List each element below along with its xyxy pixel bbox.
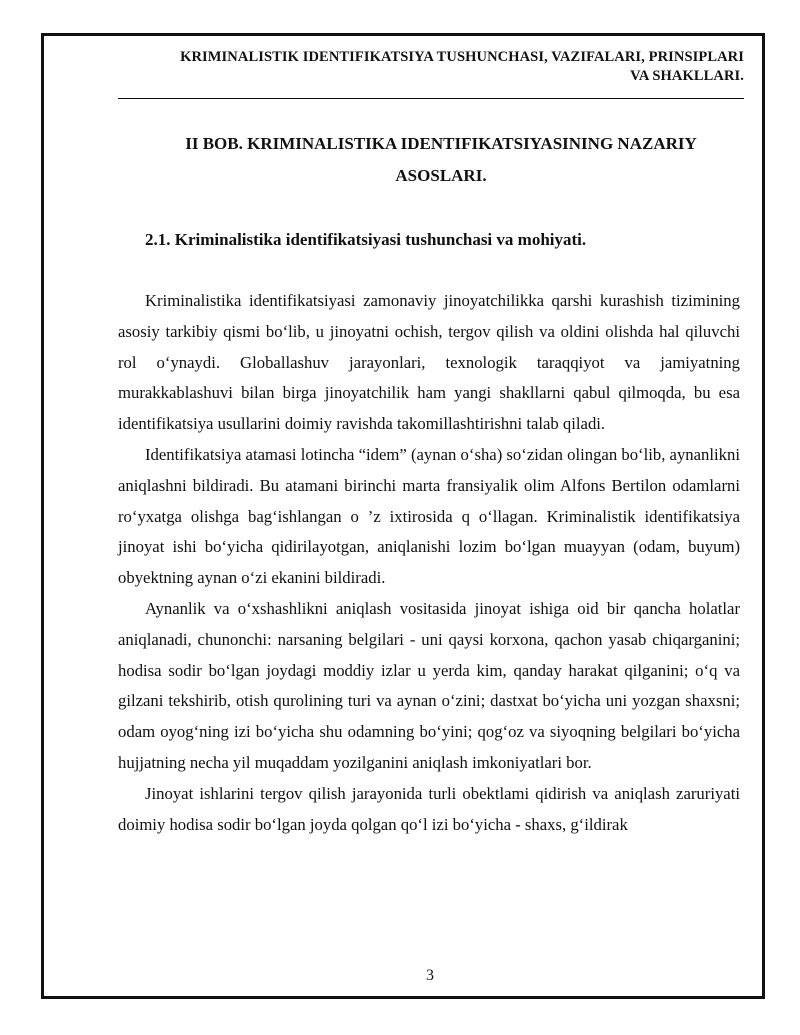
chapter-title-line-1: II BOB. KRIMINALISTIKA IDENTIFIKATSIYASINING NAZARIY bbox=[185, 134, 697, 153]
page-number: 3 bbox=[426, 967, 434, 984]
header-divider bbox=[118, 98, 744, 99]
paragraph-4: Jinoyat ishlarini tergov qilish jarayonida turli obektlami qidirish va aniqlash zaruriyati doimiy hodisa sodir bo‘lgan joyda qolgan qo‘l izi bo‘yicha - shaxs, g‘ildirak bbox=[118, 783, 740, 834]
paragraph-3: Aynanlik va o‘xshashlikni aniqlash vositasida jinoyat ishiga oid bir qancha holatlar aniqlanadi, chunonchi: narsaning belgilari - uni qaysi korxona, qachon yasab chiqarganini; hodisa sodir bo‘lgan joydagi moddiy izlar u yerda kim, qanday harakat qilganini; o‘q va gilzani tekshirib, otish qurolining turi va aynan o‘zini; dastxat bo‘yicha uni yozgan shaxsni; odam oyog‘ning izi bo‘yicha shu odamning bo‘yini; qog‘oz va siyoqning belgilari bo‘yicha hujjatning necha yil muqaddam yozilganini aniqlash imkoniyatlari bor. bbox=[118, 598, 740, 772]
running-header bbox=[118, 48, 744, 86]
running-header-line-1: KRIMINALISTIK IDENTIFIKATSIYA TUSHUNCHASI, VAZIFALARI, PRINSIPLARI bbox=[180, 49, 744, 65]
paragraph-2: Identifikatsiya atamasi lotincha “idem” (aynan o‘sha) so‘zidan olingan bo‘lib, aynanlikni aniqlashni bildiradi. Bu atamani birinchi marta fransiyalik olim Alfons Bertilon odamlarni ro‘yxatga olishga bag‘ishlangan o ’z ixtirosida q o‘llagan. Kriminalistik identifikatsiya jinoyat ishi bo‘yicha qidirilayotgan, aniqlanishi lozim bo‘lgan muayyan (odam, buyum) obyektning aynan o‘zi ekanini bildiradi. bbox=[118, 444, 740, 588]
chapter-title bbox=[118, 128, 764, 192]
chapter-title-line-2: ASOSLARI. bbox=[395, 166, 487, 185]
section-title: 2.1. Kriminalistika identifikatsiyasi tushunchasi va mohiyati. bbox=[145, 230, 587, 249]
body-text bbox=[118, 286, 740, 840]
running-header-line-2: VA SHAKLLARI. bbox=[630, 68, 744, 84]
paragraph-1: Kriminalistika identifikatsiyasi zamonaviy jinoyatchilikka qarshi kurashish tizimining asosiy tarkibiy qismi bo‘lib, u jinoyatni ochish, tergov qilish va oldini olishda hal qiluvchi rol o‘ynaydi. Globallashuv jarayonlari, texnologik taraqqiyot va jamiyatning murakkablashuvi bilan birga jinoyatchilik ham yangi shakllarni qabul qilmoqda, bu esa identifikatsiya usullarini doimiy ravishda takomillashtirishni talab qiladi. bbox=[118, 291, 740, 434]
